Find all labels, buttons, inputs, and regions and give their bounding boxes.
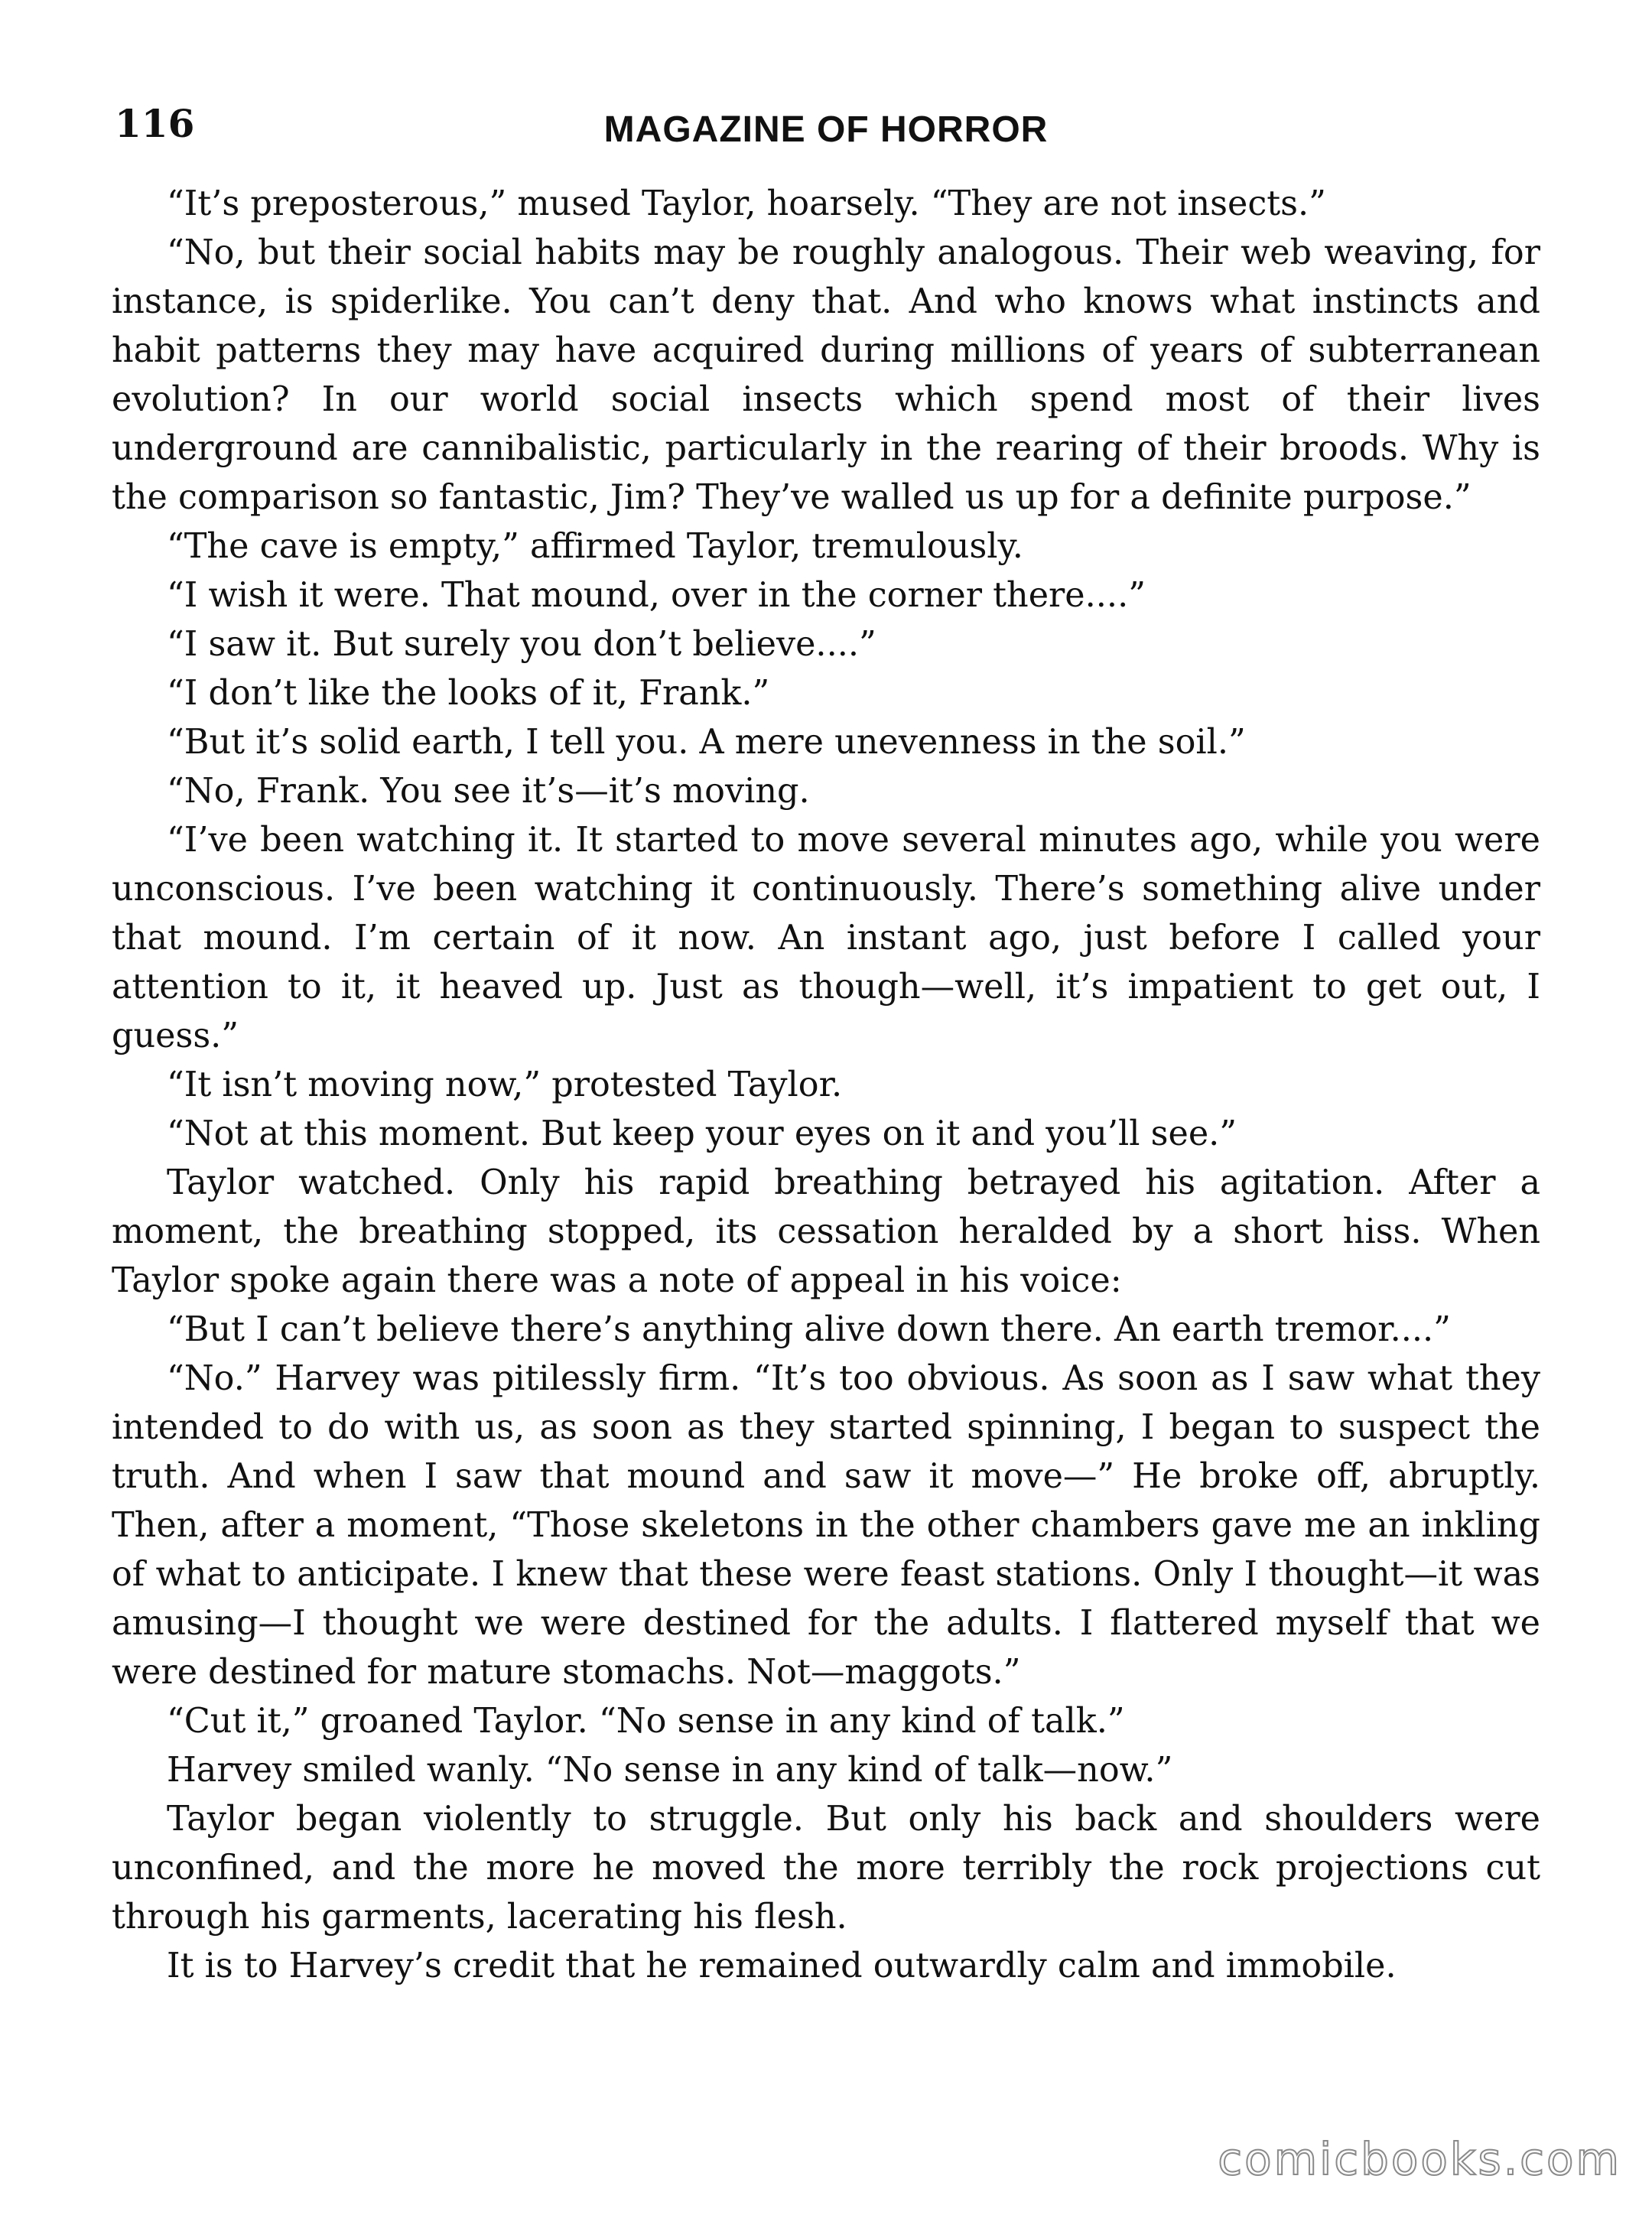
paragraph: “I’ve been watching it. It started to move several minutes ago, while you were unconscious. I’ve been watching it continuously. There’s something alive under that mound. I’m certain of it now. An instant ago, just before I called your attention to it, it heaved up. Just as though—well, it’s impatient to get out, I guess.”	[112, 821, 1540, 1055]
paragraph: “Not at this moment. But keep your eyes on it and you’ll see.”	[167, 1114, 1237, 1153]
paragraph: Harvey smiled wanly. “No sense in any kind of talk—now.”	[167, 1751, 1173, 1790]
paragraph: Taylor watched. Only his rapid breathing betrayed his agitation. After a moment, the breathing stopped, its cessation heralded by a short hiss. When Taylor spoke again there was a note of appeal in his voice:	[112, 1163, 1540, 1300]
paragraph: “The cave is empty,” affirmed Taylor, tremulously.	[167, 527, 1023, 566]
paragraph: “I wish it were. That mound, over in the corner there....”	[167, 576, 1146, 615]
page-number: 116	[115, 101, 195, 146]
paragraph: “No.” Harvey was pitilessly firm. “It’s too obvious. As soon as I saw what they intended to do with us, as soon as they started spinning, I began to suspect the truth. And when I saw that mound and saw it move—” He broke off, abruptly. Then, after a moment, “Those skeletons in the other chambers gave me an inkling of what to anticipate. I knew that these were feast stations. Only I thought—it was amusing—I thought we were destined for the adults. I flattered myself that we were destined for mature stomachs. Not—maggots.”	[112, 1359, 1540, 1692]
watermark: comicbooks.com	[1218, 2133, 1621, 2185]
paragraph: “No, but their social habits may be roughly analogous. Their web weaving, for instance, is spiderlike. You can’t deny that. And who knows what instincts and habit patterns they may have acquired during millions of years of subterranean evolution? In our world social insects which spend most of their lives underground are cannibalistic, particularly in the rearing of their broods. Why is the comparison so fantastic, Jim? They’ve walled us up for a definite purpose.”	[112, 233, 1540, 517]
paragraph: “It isn’t moving now,” protested Taylor.	[167, 1065, 843, 1104]
paragraph: “Cut it,” groaned Taylor. “No sense in any kind of talk.”	[167, 1702, 1125, 1741]
story-text	[112, 180, 1540, 1991]
paragraph: “I don’t like the looks of it, Frank.”	[167, 674, 770, 713]
paragraph: “I saw it. But surely you don’t believe....”	[167, 625, 876, 664]
paragraph: Taylor began violently to struggle. But only his back and shoulders were unconfined, and the more he moved the more terribly the rock projections cut through his garments, lacerating his flesh.	[112, 1800, 1540, 1937]
paragraph: It is to Harvey’s credit that he remained outwardly calm and immobile.	[167, 1946, 1397, 1985]
paragraph: “But I can’t believe there’s anything alive down there. An earth tremor....”	[167, 1310, 1451, 1349]
running-head-title: MAGAZINE OF HORROR	[603, 109, 1049, 150]
paragraph: “But it’s solid earth, I tell you. A mere unevenness in the soil.”	[167, 723, 1246, 762]
paragraph: “It’s preposterous,” mused Taylor, hoarsely. “They are not insects.”	[167, 184, 1326, 223]
paragraph: “No, Frank. You see it’s—it’s moving.	[167, 772, 810, 811]
